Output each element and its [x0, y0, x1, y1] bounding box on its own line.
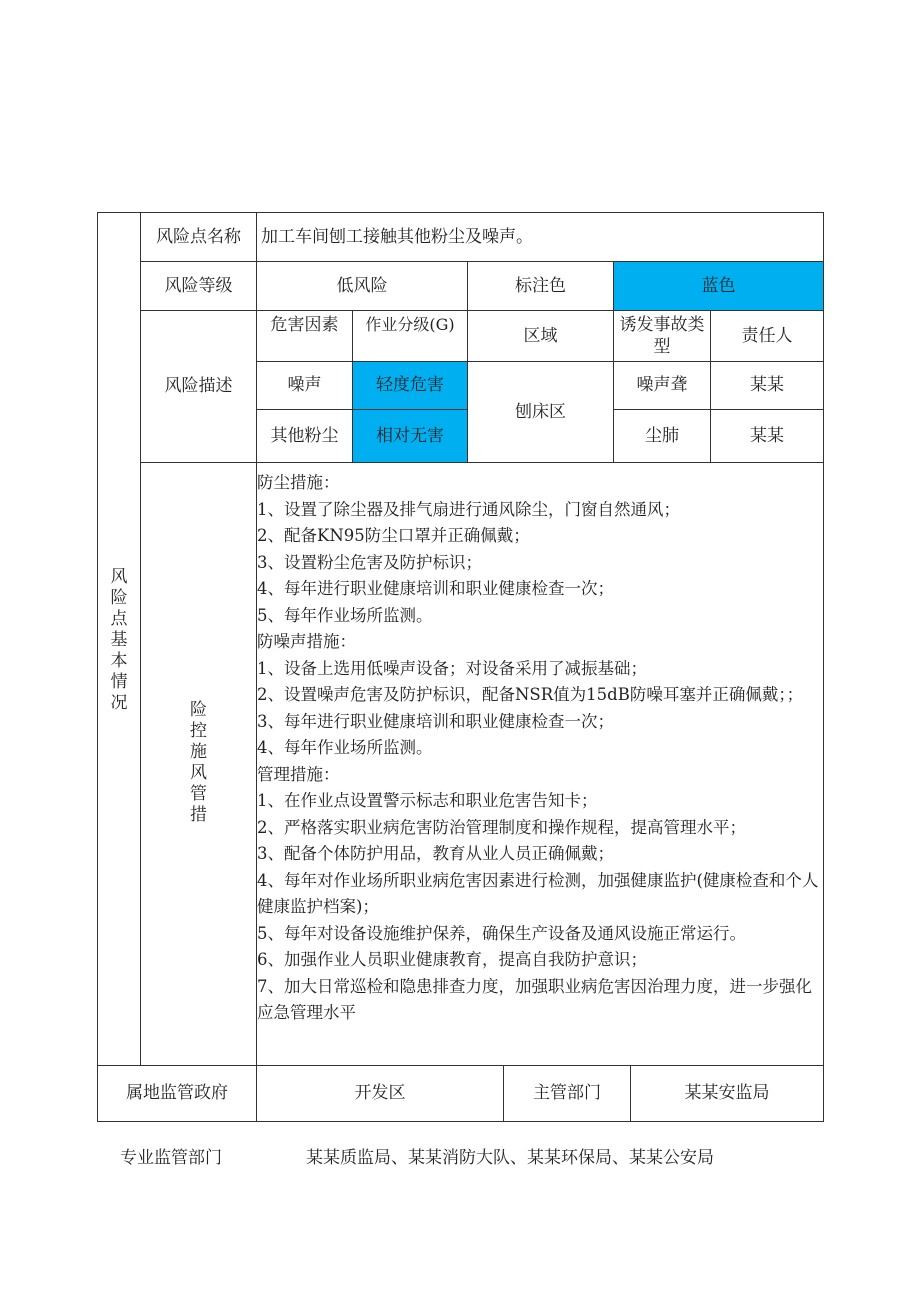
measure-line: 1、设置了除尘器及排气扇进行通风除尘，门窗自然通风； — [257, 499, 680, 519]
gov-label: 属地监管政府 — [126, 1083, 228, 1104]
header-accident-type — [614, 311, 710, 361]
risk-point-name-value: 加工车间刨工接触其他粉尘及噪声。 — [261, 226, 533, 247]
measure-line: 管理措施： — [257, 764, 340, 784]
risk-level-label: 风险等级 — [164, 275, 233, 296]
measure-line: 防尘措施： — [257, 473, 340, 492]
measure-line: 5、每年对设备设施维护保养，确保生产设备及通风设施正常运行。 — [257, 923, 746, 943]
control-char: 险 — [190, 700, 207, 720]
header-hazard: 危害因素 — [270, 314, 339, 335]
row-responsible: 某某 — [750, 425, 784, 446]
dept-value: 某某安监局 — [684, 1083, 770, 1104]
row-accident: 噪声聋 — [636, 375, 688, 396]
measure-line: 6、加强作业人员职业健康教育，提高自我防护意识； — [257, 950, 647, 969]
side-char: 险 — [110, 587, 128, 608]
header-accident-line1: 诱发事故类 — [619, 315, 705, 335]
side-char: 风 — [110, 566, 128, 587]
control-char: 施 — [190, 742, 207, 762]
control-measures-text — [257, 470, 823, 1027]
side-char: 况 — [110, 692, 128, 713]
control-char: 管 — [190, 784, 207, 804]
side-char: 情 — [110, 671, 128, 692]
risk-point-name-label: 风险点名称 — [156, 226, 241, 247]
area-value: 刨床区 — [515, 401, 566, 422]
control-measures-label — [141, 700, 256, 826]
row-hazard: 其他粉尘 — [270, 425, 339, 446]
measure-line: 1、设备上选用低噪声设备；对设备采用了减振基础； — [257, 658, 647, 678]
row-hazard: 噪声 — [287, 375, 322, 396]
measure-line: 2、设置噪声危害及防护标识，配备NSR值为15dB防噪耳塞并正确佩戴；； — [257, 685, 804, 704]
dept-label: 主管部门 — [533, 1083, 601, 1104]
pro-dept-label: 专业监管部门 — [120, 1148, 222, 1168]
header-responsible: 责任人 — [741, 325, 793, 346]
measure-line: 3、配备个体防护用品，教育从业人员正确佩戴； — [257, 844, 614, 863]
measure-line: 4、每年对作业场所职业病危害因素进行检测，加强健康监护(健康检查和个人健康监护档案)； — [257, 870, 819, 916]
mark-color-value: 蓝色 — [614, 262, 823, 310]
control-char: 措 — [190, 805, 207, 825]
control-char: 控 — [190, 721, 207, 741]
measure-line: 防噪声措施： — [257, 632, 356, 651]
measure-line: 1、在作业点设置警示标志和职业危害告知卡； — [257, 791, 598, 810]
row-grade: 相对无害 — [353, 410, 467, 462]
side-char: 基 — [110, 629, 128, 650]
side-char: 点 — [110, 608, 128, 629]
measure-line: 4、每年作业场所监测。 — [257, 738, 433, 757]
side-char: 本 — [110, 650, 128, 671]
measure-line: 2、配备KN95防尘口罩并正确佩戴； — [257, 526, 530, 545]
mark-color-label: 标注色 — [515, 275, 566, 296]
measure-line: 3、设置粉尘危害及防护标识； — [257, 552, 482, 572]
header-area: 区域 — [523, 325, 558, 346]
measure-line: 2、严格落实职业病危害防治管理制度和操作规程，提高管理水平； — [257, 817, 746, 837]
risk-level-value: 低风险 — [336, 275, 388, 296]
header-grade: 作业分级(G) — [365, 315, 455, 335]
measure-line: 5、每年作业场所监测。 — [257, 605, 433, 625]
control-char: 风 — [190, 763, 207, 783]
row-responsible: 某某 — [750, 375, 784, 396]
section-label-basic-info — [97, 565, 141, 715]
measure-line: 7、加大日常巡检和隐患排查力度，加强职业病危害因治理力度，进一步强化应急管理水平 — [257, 976, 812, 1022]
risk-desc-label: 风险描述 — [164, 376, 233, 397]
row-grade: 轻度危害 — [353, 362, 467, 409]
pro-dept-value: 某某质监局、某某消防大队、某某环保局、某某公安局 — [306, 1148, 714, 1168]
measure-line: 4、每年进行职业健康培训和职业健康检查一次； — [257, 579, 614, 598]
measure-line: 3、每年进行职业健康培训和职业健康检查一次； — [257, 711, 614, 731]
gov-value: 开发区 — [354, 1083, 406, 1104]
row-accident: 尘肺 — [645, 425, 679, 446]
header-accident-line2: 型 — [653, 337, 671, 357]
